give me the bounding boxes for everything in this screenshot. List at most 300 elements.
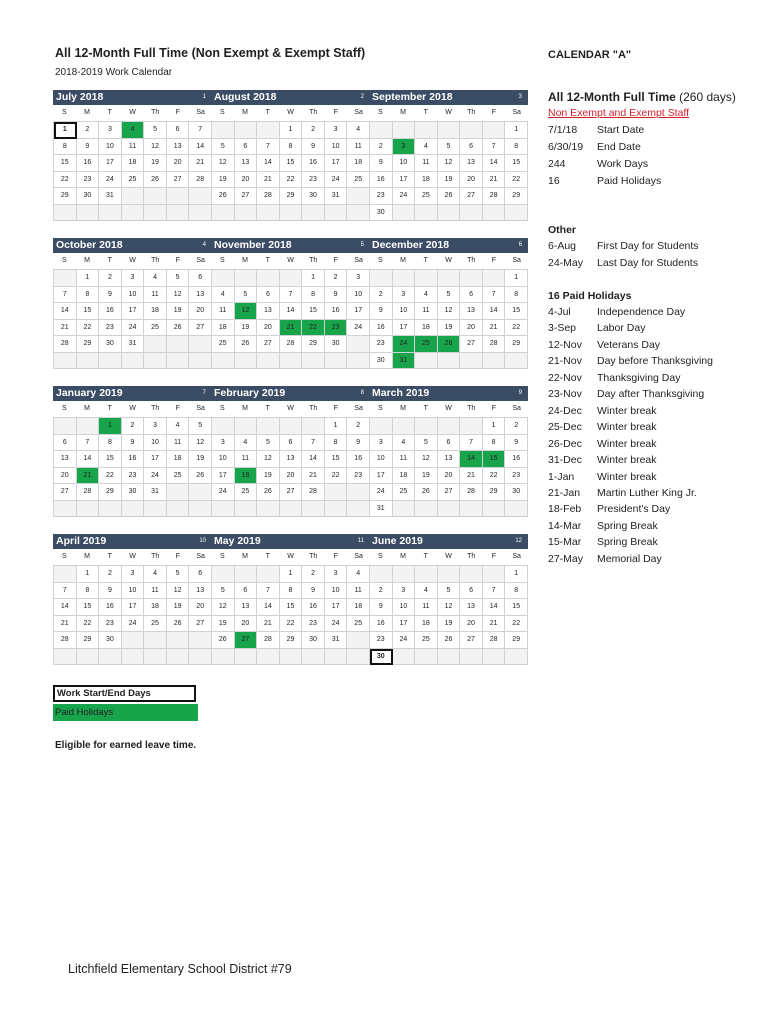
month-calendar (53, 386, 212, 517)
day-cell: 16 (505, 451, 528, 468)
day-cell: 3 (122, 270, 145, 287)
day-cell: 10 (122, 287, 145, 304)
day-cell: 19 (189, 451, 212, 468)
day-cell: 2 (505, 418, 528, 435)
weekday-label: T (265, 109, 270, 116)
eligible-note: Eligible for earned leave time. (55, 740, 197, 751)
day-cell: 7 (54, 583, 77, 600)
empty-cell (370, 270, 393, 287)
day-cell: 9 (77, 139, 100, 156)
day-cell: 9 (122, 435, 145, 452)
weekday-label: S (378, 257, 383, 264)
day-cell: 18 (415, 320, 438, 337)
info-description: Labor Day (597, 322, 646, 335)
day-cell: 28 (54, 632, 77, 649)
empty-cell (347, 336, 370, 353)
info-description: Start Date (597, 124, 645, 136)
empty-cell (393, 501, 416, 518)
info-description: Thanksgiving Day (597, 371, 681, 384)
day-grid (211, 121, 370, 221)
info-date: 26-Dec (548, 437, 582, 450)
weekday-header (53, 105, 212, 121)
month-header (53, 238, 212, 253)
day-cell: 29 (505, 188, 528, 205)
day-cell: 7 (483, 287, 506, 304)
weekday-label: M (84, 553, 90, 560)
day-cell: 21 (54, 320, 77, 337)
day-cell: 30 (325, 336, 348, 353)
day-cell: 26 (212, 188, 235, 205)
day-cell: 3 (212, 435, 235, 452)
day-cell: 1 (302, 270, 325, 287)
empty-cell (415, 649, 438, 666)
day-cell: 2 (99, 566, 122, 583)
info-date: 24-Dec (548, 404, 582, 417)
day-cell: 25 (393, 484, 416, 501)
day-cell: 4 (144, 566, 167, 583)
weekday-label: M (84, 109, 90, 116)
day-cell: 24 (99, 172, 122, 189)
empty-cell (212, 270, 235, 287)
empty-cell (77, 418, 100, 435)
day-cell: 13 (235, 599, 258, 616)
day-cell: 6 (460, 583, 483, 600)
month-number: 2 (360, 94, 364, 100)
day-cell: 28 (483, 188, 506, 205)
weekday-label: F (491, 109, 497, 116)
empty-cell (77, 501, 100, 518)
month-name: May 2019 (214, 535, 261, 547)
day-cell: 10 (347, 287, 370, 304)
empty-cell (167, 484, 190, 501)
day-cell: 3 (144, 418, 167, 435)
day-cell: 5 (415, 435, 438, 452)
day-cell: 18 (122, 155, 145, 172)
day-cell: 5 (438, 583, 461, 600)
info-date: 24-May (548, 257, 584, 269)
day-cell: 7 (460, 435, 483, 452)
day-cell: 14 (257, 599, 280, 616)
other-heading: Other (548, 224, 577, 236)
day-cell: 19 (212, 172, 235, 189)
day-cell: 1 (325, 418, 348, 435)
info-date: 18-Feb (548, 503, 582, 516)
month-calendar (211, 534, 370, 665)
info-date: 4-Jul (548, 306, 571, 318)
weekday-label: F (333, 553, 339, 560)
day-cell: 23 (77, 172, 100, 189)
weekday-label: Sa (354, 257, 363, 264)
weekday-label: Sa (196, 257, 205, 264)
day-cell: 5 (189, 418, 212, 435)
day-cell: 8 (505, 583, 528, 600)
weekday-label: M (400, 257, 406, 264)
empty-cell (167, 205, 190, 222)
weekday-label: T (107, 109, 112, 116)
month-number: 12 (515, 538, 522, 544)
day-cell: 2 (347, 418, 370, 435)
weekday-header (369, 253, 528, 269)
empty-cell (212, 205, 235, 222)
day-grid (211, 565, 370, 665)
staff-link[interactable]: Non Exempt and Exempt Staff (548, 107, 690, 119)
day-cell: 25 (144, 320, 167, 337)
day-cell: 31 (122, 336, 145, 353)
day-cell: 5 (438, 139, 461, 156)
day-cell: 24 (393, 632, 416, 649)
day-cell: 25 (347, 172, 370, 189)
empty-cell (393, 566, 416, 583)
month-header (53, 534, 212, 549)
day-cell: 2 (99, 270, 122, 287)
day-cell: 16 (99, 303, 122, 320)
day-cell: 7 (483, 139, 506, 156)
weekday-label: Sa (512, 257, 521, 264)
empty-cell (54, 418, 77, 435)
day-cell: 12 (167, 287, 190, 304)
empty-cell (347, 205, 370, 222)
empty-cell (347, 353, 370, 370)
day-cell: 10 (393, 155, 416, 172)
day-cell: 31 (393, 353, 416, 370)
empty-cell (415, 122, 438, 139)
empty-cell (483, 122, 506, 139)
empty-cell (212, 501, 235, 518)
info-description: Spring Break (597, 536, 658, 549)
day-cell: 19 (212, 616, 235, 633)
month-name: October 2018 (56, 239, 123, 251)
empty-cell (257, 270, 280, 287)
day-cell: 6 (167, 122, 190, 139)
day-cell: 8 (77, 287, 100, 304)
empty-cell (460, 270, 483, 287)
day-cell: 7 (189, 122, 212, 139)
day-cell: 21 (257, 172, 280, 189)
empty-cell (144, 336, 167, 353)
day-cell: 30 (77, 188, 100, 205)
empty-cell (505, 205, 528, 222)
weekday-label: Th (309, 553, 318, 560)
empty-cell (257, 122, 280, 139)
empty-cell (257, 418, 280, 435)
day-cell: 7 (280, 287, 303, 304)
day-cell: 18 (347, 599, 370, 616)
weekday-label: T (107, 553, 112, 560)
day-cell: 25 (415, 632, 438, 649)
day-cell: 12 (144, 139, 167, 156)
empty-cell (99, 649, 122, 666)
empty-cell (325, 353, 348, 370)
day-cell: 9 (370, 155, 393, 172)
day-cell: 29 (54, 188, 77, 205)
day-cell: 29 (505, 632, 528, 649)
day-cell: 25 (347, 616, 370, 633)
day-cell: 1 (99, 418, 122, 435)
info-description: Winter break (597, 470, 657, 483)
day-cell: 2 (325, 270, 348, 287)
day-cell: 11 (212, 303, 235, 320)
day-cell: 2 (370, 583, 393, 600)
empty-cell (144, 205, 167, 222)
empty-cell (189, 353, 212, 370)
empty-cell (302, 649, 325, 666)
day-cell: 4 (212, 287, 235, 304)
day-cell: 25 (144, 616, 167, 633)
day-cell: 16 (77, 155, 100, 172)
day-cell: 16 (325, 303, 348, 320)
weekday-label: F (175, 405, 181, 412)
day-cell: 22 (302, 320, 325, 337)
day-cell: 7 (483, 583, 506, 600)
day-cell: 16 (302, 155, 325, 172)
footer-district: Litchfield Elementary School District #79 (68, 962, 292, 976)
month-calendar (211, 238, 370, 369)
empty-cell (122, 632, 145, 649)
day-cell: 2 (370, 139, 393, 156)
empty-cell (257, 205, 280, 222)
info-description: Memorial Day (597, 552, 662, 565)
weekday-label: T (265, 405, 270, 412)
day-cell: 1 (77, 566, 100, 583)
day-cell: 19 (415, 468, 438, 485)
weekday-label: T (265, 257, 270, 264)
day-cell: 7 (257, 583, 280, 600)
info-date: 21-Nov (548, 355, 582, 368)
weekday-label: F (175, 257, 181, 264)
day-cell: 19 (235, 320, 258, 337)
month-name: September 2018 (372, 91, 453, 103)
month-calendar (369, 90, 528, 221)
empty-cell (144, 649, 167, 666)
info-description: First Day for Students (597, 240, 699, 252)
day-grid (53, 269, 212, 369)
day-cell: 1 (505, 566, 528, 583)
day-cell: 13 (189, 583, 212, 600)
month-calendar (369, 534, 528, 665)
day-cell: 6 (438, 435, 461, 452)
weekday-label: S (62, 553, 67, 560)
page-title: All 12-Month Full Time (Non Exempt & Exempt Staff) (55, 46, 366, 60)
day-cell: 10 (212, 451, 235, 468)
weekday-label: Th (467, 109, 476, 116)
day-cell: 3 (370, 435, 393, 452)
day-cell: 22 (77, 320, 100, 337)
day-cell: 24 (393, 336, 416, 353)
day-cell: 1 (505, 270, 528, 287)
info-date: 6-Aug (548, 240, 577, 252)
day-cell: 20 (280, 468, 303, 485)
day-cell: 17 (122, 599, 145, 616)
day-cell: 9 (99, 287, 122, 304)
day-cell: 14 (302, 451, 325, 468)
empty-cell (325, 205, 348, 222)
day-cell: 4 (393, 435, 416, 452)
info-date: 12-Nov (548, 338, 582, 351)
weekday-header (211, 253, 370, 269)
weekday-label: Sa (512, 405, 521, 412)
day-cell: 23 (325, 320, 348, 337)
day-cell: 31 (370, 501, 393, 518)
empty-cell (122, 353, 145, 370)
weekday-label: M (400, 405, 406, 412)
day-cell: 3 (325, 122, 348, 139)
empty-cell (54, 566, 77, 583)
day-cell: 4 (415, 287, 438, 304)
day-cell: 8 (77, 583, 100, 600)
day-cell: 27 (438, 484, 461, 501)
day-cell: 30 (370, 649, 393, 666)
day-cell: 14 (280, 303, 303, 320)
legend-startend: Work Start/End Days (53, 685, 196, 702)
empty-cell (144, 501, 167, 518)
day-cell: 5 (212, 139, 235, 156)
empty-cell (347, 484, 370, 501)
day-cell: 22 (280, 172, 303, 189)
day-cell: 19 (167, 303, 190, 320)
day-cell: 30 (370, 353, 393, 370)
month-number: 3 (518, 94, 522, 100)
day-cell: 13 (280, 451, 303, 468)
weekday-label: F (333, 109, 339, 116)
day-cell: 12 (438, 155, 461, 172)
weekday-label: M (84, 257, 90, 264)
day-cell: 18 (347, 155, 370, 172)
day-cell: 27 (189, 616, 212, 633)
weekday-label: S (220, 553, 225, 560)
empty-cell (99, 501, 122, 518)
empty-cell (54, 649, 77, 666)
day-cell: 10 (144, 435, 167, 452)
month-number: 6 (518, 242, 522, 248)
empty-cell (280, 353, 303, 370)
weekday-label: W (129, 257, 136, 264)
day-cell: 13 (438, 451, 461, 468)
empty-cell (189, 188, 212, 205)
day-cell: 5 (167, 270, 190, 287)
day-cell: 7 (77, 435, 100, 452)
day-cell: 13 (257, 303, 280, 320)
empty-cell (189, 484, 212, 501)
day-cell: 11 (415, 155, 438, 172)
day-cell: 19 (167, 599, 190, 616)
info-date: 1-Jan (548, 470, 575, 483)
empty-cell (438, 122, 461, 139)
day-cell: 17 (393, 320, 416, 337)
empty-cell (189, 336, 212, 353)
month-calendar (211, 386, 370, 517)
day-cell: 4 (235, 435, 258, 452)
day-cell: 14 (483, 303, 506, 320)
day-cell: 15 (54, 155, 77, 172)
month-number: 4 (202, 242, 206, 248)
day-cell: 1 (280, 566, 303, 583)
empty-cell (167, 353, 190, 370)
day-cell: 16 (99, 599, 122, 616)
day-cell: 25 (415, 336, 438, 353)
month-calendar (369, 386, 528, 517)
month-name: March 2019 (372, 387, 430, 399)
info-date: 23-Nov (548, 388, 582, 401)
day-cell: 26 (257, 484, 280, 501)
day-cell: 15 (77, 599, 100, 616)
empty-cell (167, 632, 190, 649)
day-cell: 14 (257, 155, 280, 172)
weekday-label: S (220, 257, 225, 264)
day-cell: 1 (483, 418, 506, 435)
day-cell: 6 (235, 139, 258, 156)
day-cell: 18 (415, 172, 438, 189)
weekday-label: S (62, 257, 67, 264)
day-cell: 17 (212, 468, 235, 485)
info-description: Veterans Day (597, 338, 661, 351)
empty-cell (280, 649, 303, 666)
day-cell: 28 (257, 632, 280, 649)
day-cell: 23 (99, 616, 122, 633)
weekday-label: M (242, 553, 248, 560)
empty-cell (393, 270, 416, 287)
month-header (369, 386, 528, 401)
empty-cell (483, 649, 506, 666)
day-cell: 29 (77, 632, 100, 649)
day-cell: 18 (144, 599, 167, 616)
weekday-label: T (423, 109, 428, 116)
day-cell: 13 (460, 303, 483, 320)
empty-cell (415, 353, 438, 370)
day-cell: 22 (325, 468, 348, 485)
empty-cell (54, 353, 77, 370)
info-date: 15-Mar (548, 536, 582, 549)
day-cell: 2 (302, 566, 325, 583)
day-cell: 27 (235, 632, 258, 649)
month-header (211, 90, 370, 105)
day-cell: 28 (483, 336, 506, 353)
empty-cell (189, 501, 212, 518)
day-cell: 19 (257, 468, 280, 485)
day-cell: 16 (122, 451, 145, 468)
empty-cell (460, 205, 483, 222)
empty-cell (438, 649, 461, 666)
day-cell: 20 (235, 616, 258, 633)
day-cell: 15 (280, 599, 303, 616)
day-cell: 25 (212, 336, 235, 353)
weekday-header (211, 549, 370, 565)
day-cell: 10 (393, 303, 416, 320)
weekday-label: W (445, 553, 452, 560)
empty-cell (144, 632, 167, 649)
day-cell: 22 (54, 172, 77, 189)
day-cell: 30 (370, 205, 393, 222)
weekday-header (369, 105, 528, 121)
empty-cell (212, 122, 235, 139)
day-cell: 8 (54, 139, 77, 156)
day-cell: 26 (235, 336, 258, 353)
weekday-label: S (378, 109, 383, 116)
weekday-label: W (445, 405, 452, 412)
day-cell: 20 (235, 172, 258, 189)
empty-cell (235, 418, 258, 435)
month-number: 10 (199, 538, 206, 544)
month-name: November 2018 (214, 239, 292, 251)
weekday-label: Sa (354, 109, 363, 116)
empty-cell (212, 418, 235, 435)
day-cell: 7 (54, 287, 77, 304)
day-cell: 8 (280, 139, 303, 156)
day-cell: 10 (370, 451, 393, 468)
day-cell: 25 (235, 484, 258, 501)
weekday-label: Th (309, 109, 318, 116)
weekday-label: Sa (512, 553, 521, 560)
empty-cell (144, 353, 167, 370)
